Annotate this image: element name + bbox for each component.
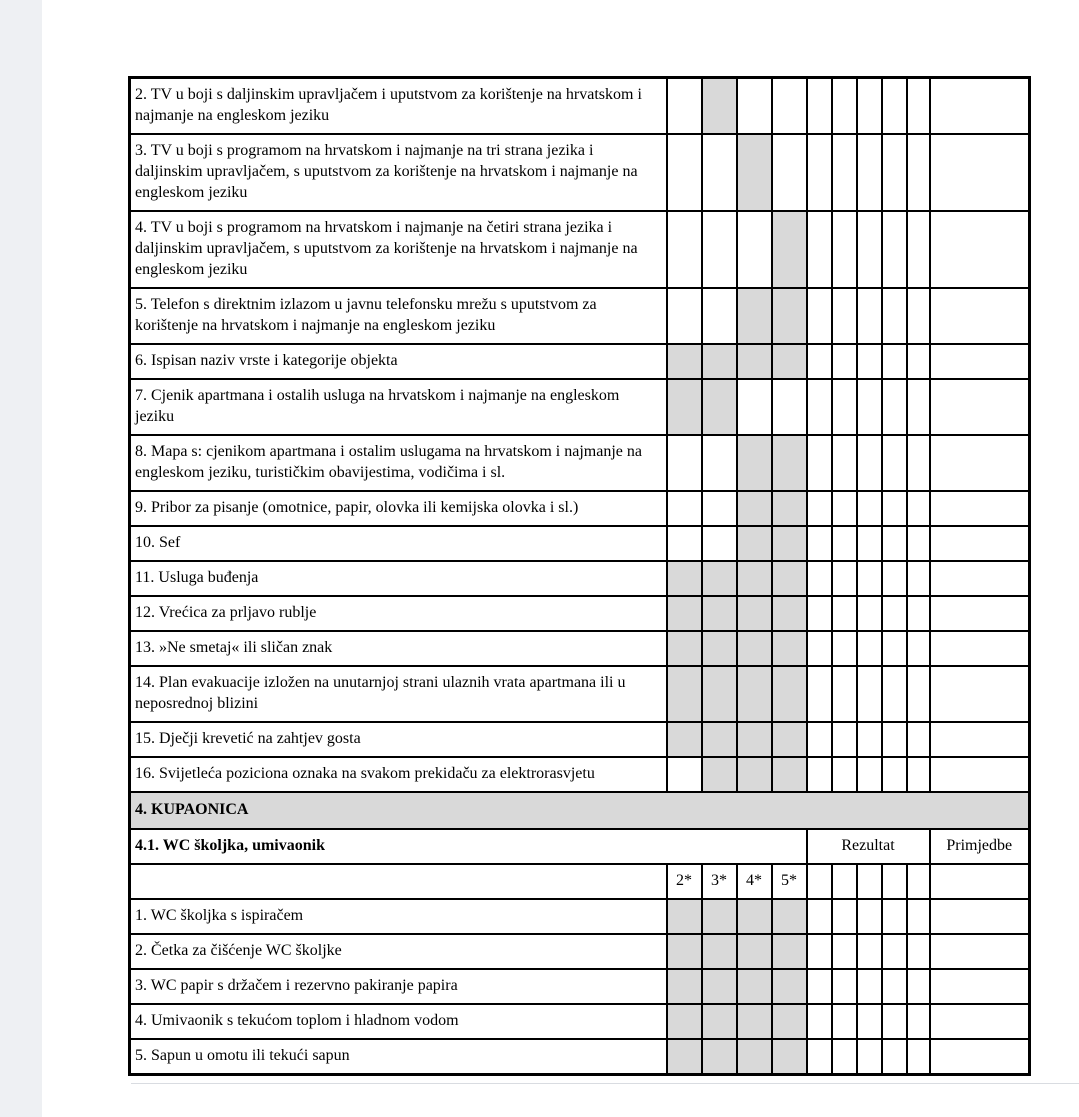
- star-cell-4star: [737, 379, 772, 435]
- result-box-cell: [907, 344, 930, 379]
- result-box-cell: [807, 435, 832, 491]
- result-box-cell: [807, 78, 832, 135]
- star-cell-4star: [737, 561, 772, 596]
- result-box-cell: [907, 435, 930, 491]
- result-box-cell: [882, 491, 907, 526]
- star-cell-3star: [702, 344, 737, 379]
- page-edge-divider: [131, 1083, 1079, 1084]
- star-header-3star: 3*: [702, 864, 737, 899]
- star-cell-3star: [702, 435, 737, 491]
- result-box-cell: [832, 78, 857, 135]
- result-box-cell: [882, 78, 907, 135]
- requirements-table-body: [130, 78, 1030, 1075]
- item-label-cell: 2. Četka za čišćenje WC školjke: [130, 934, 667, 969]
- table-row: [130, 631, 1030, 666]
- table-row: [130, 491, 1030, 526]
- result-box-cell: [907, 969, 930, 1004]
- result-box-cell: [907, 288, 930, 344]
- subsection-title-cell: 4.1. WC školjka, umivaonik: [130, 829, 807, 864]
- table-row: [130, 757, 1030, 792]
- notes-cell: [930, 722, 1030, 757]
- result-box-cell: [857, 491, 882, 526]
- star-cell-2star: [667, 211, 702, 288]
- result-box-cell: [882, 864, 907, 899]
- result-box-cell: [882, 722, 907, 757]
- table-row: [130, 344, 1030, 379]
- result-box-cell: [907, 211, 930, 288]
- notes-cell: [930, 934, 1030, 969]
- notes-cell: [930, 561, 1030, 596]
- item-label-cell: 11. Usluga buđenja: [130, 561, 667, 596]
- star-cell-2star: [667, 1039, 702, 1075]
- notes-cell: [930, 211, 1030, 288]
- result-box-cell: [857, 561, 882, 596]
- result-box-cell: [832, 596, 857, 631]
- star-cell-4star: [737, 757, 772, 792]
- result-box-cell: [807, 491, 832, 526]
- result-box-cell: [882, 899, 907, 934]
- result-box-cell: [807, 722, 832, 757]
- star-cell-2star: [667, 134, 702, 211]
- result-box-cell: [807, 211, 832, 288]
- star-cell-3star: [702, 379, 737, 435]
- star-cell-5star: [772, 211, 807, 288]
- result-box-cell: [807, 757, 832, 792]
- item-label-cell: 8. Mapa s: cjenikom apartmana i ostalim uslugama na hrvatskom i najmanje na engleskom jeziku, turističkim obavijestima, vodičima i sl.: [130, 435, 667, 491]
- result-box-cell: [882, 435, 907, 491]
- star-cell-4star: [737, 1039, 772, 1075]
- result-box-cell: [857, 435, 882, 491]
- star-cell-4star: [737, 134, 772, 211]
- star-cell-2star: [667, 561, 702, 596]
- table-row: [130, 722, 1030, 757]
- result-box-cell: [832, 722, 857, 757]
- result-box-cell: [882, 969, 907, 1004]
- result-box-cell: [882, 379, 907, 435]
- notes-cell: [930, 864, 1030, 899]
- result-box-cell: [907, 561, 930, 596]
- notes-cell: [930, 435, 1030, 491]
- result-box-cell: [807, 561, 832, 596]
- item-label-cell: 15. Dječji krevetić na zahtjev gosta: [130, 722, 667, 757]
- table-row: [130, 1004, 1030, 1039]
- table-row: [130, 1039, 1030, 1075]
- result-box-cell: [907, 864, 930, 899]
- notes-cell: [930, 1039, 1030, 1075]
- result-box-cell: [832, 934, 857, 969]
- table-row: [130, 435, 1030, 491]
- result-box-cell: [882, 596, 907, 631]
- notes-cell: [930, 526, 1030, 561]
- result-box-cell: [907, 379, 930, 435]
- result-box-cell: [807, 864, 832, 899]
- result-box-cell: [907, 934, 930, 969]
- star-cell-3star: [702, 596, 737, 631]
- item-label-cell: 9. Pribor za pisanje (omotnice, papir, olovka ili kemijska olovka i sl.): [130, 491, 667, 526]
- star-cell-5star: [772, 969, 807, 1004]
- notes-cell: [930, 596, 1030, 631]
- star-cell-2star: [667, 631, 702, 666]
- result-box-cell: [882, 1039, 907, 1075]
- star-cell-4star: [737, 526, 772, 561]
- star-cell-2star: [667, 934, 702, 969]
- result-box-cell: [857, 379, 882, 435]
- result-box-cell: [857, 288, 882, 344]
- result-box-cell: [857, 757, 882, 792]
- notes-cell: [930, 78, 1030, 135]
- result-box-cell: [907, 596, 930, 631]
- star-cell-2star: [667, 666, 702, 722]
- table-row: [130, 288, 1030, 344]
- notes-cell: [930, 344, 1030, 379]
- item-label-cell: 12. Vrećica za prljavo rublje: [130, 596, 667, 631]
- star-cell-4star: [737, 722, 772, 757]
- result-box-cell: [832, 666, 857, 722]
- result-box-cell: [832, 561, 857, 596]
- table-row: [130, 596, 1030, 631]
- star-cell-3star: [702, 969, 737, 1004]
- result-box-cell: [882, 211, 907, 288]
- star-cell-2star: [667, 344, 702, 379]
- star-cell-3star: [702, 134, 737, 211]
- result-box-cell: [832, 899, 857, 934]
- item-label-cell: 6. Ispisan naziv vrste i kategorije objekta: [130, 344, 667, 379]
- star-cell-4star: [737, 435, 772, 491]
- item-label-cell: 1. WC školjka s ispiračem: [130, 899, 667, 934]
- result-box-cell: [807, 288, 832, 344]
- result-box-cell: [832, 491, 857, 526]
- result-box-cell: [857, 211, 882, 288]
- table-row: [130, 134, 1030, 211]
- result-box-cell: [857, 864, 882, 899]
- result-box-cell: [832, 211, 857, 288]
- result-box-cell: [807, 526, 832, 561]
- starheader-row: [130, 864, 1030, 899]
- star-cell-4star: [737, 969, 772, 1004]
- star-cell-3star: [702, 899, 737, 934]
- star-cell-5star: [772, 344, 807, 379]
- table-row: [130, 211, 1030, 288]
- result-box-cell: [807, 1039, 832, 1075]
- result-box-cell: [857, 344, 882, 379]
- result-box-cell: [882, 934, 907, 969]
- item-label-cell: 3. WC papir s držačem i rezervno pakiranje papira: [130, 969, 667, 1004]
- subsection-row: [130, 829, 1030, 864]
- notes-cell: [930, 491, 1030, 526]
- star-cell-3star: [702, 211, 737, 288]
- result-box-cell: [907, 78, 930, 135]
- item-label-cell: 3. TV u boji s programom na hrvatskom i najmanje na tri strana jezika i daljinskim upravljačem, s uputstvom za korištenje na hrvatskom i najmanje na engleskom jeziku: [130, 134, 667, 211]
- result-box-cell: [857, 899, 882, 934]
- result-box-cell: [857, 134, 882, 211]
- document-page: [128, 76, 1031, 1076]
- table-row: [130, 934, 1030, 969]
- star-cell-5star: [772, 596, 807, 631]
- result-box-cell: [882, 526, 907, 561]
- star-cell-5star: [772, 526, 807, 561]
- result-box-cell: [882, 134, 907, 211]
- result-box-cell: [907, 722, 930, 757]
- star-cell-4star: [737, 1004, 772, 1039]
- star-cell-2star: [667, 526, 702, 561]
- star-cell-3star: [702, 491, 737, 526]
- star-cell-3star: [702, 288, 737, 344]
- star-cell-4star: [737, 288, 772, 344]
- result-box-cell: [807, 379, 832, 435]
- item-label-cell: 4. Umivaonik s tekućom toplom i hladnom vodom: [130, 1004, 667, 1039]
- star-cell-3star: [702, 666, 737, 722]
- result-box-cell: [807, 134, 832, 211]
- star-cell-3star: [702, 934, 737, 969]
- result-box-cell: [857, 1004, 882, 1039]
- star-cell-5star: [772, 1039, 807, 1075]
- viewer-background-strip: [0, 0, 42, 1117]
- star-cell-2star: [667, 969, 702, 1004]
- item-label-cell: 13. »Ne smetaj« ili sličan znak: [130, 631, 667, 666]
- star-cell-4star: [737, 899, 772, 934]
- result-box-cell: [882, 1004, 907, 1039]
- star-header-2star: 2*: [667, 864, 702, 899]
- result-box-cell: [832, 1039, 857, 1075]
- item-label-cell: 4. TV u boji s programom na hrvatskom i najmanje na četiri strana jezika i daljinskim upravljačem, s uputstvom za korištenje na hrvatskom i najmanje na engleskom jeziku: [130, 211, 667, 288]
- item-label-cell: 10. Sef: [130, 526, 667, 561]
- result-box-cell: [857, 666, 882, 722]
- star-cell-3star: [702, 561, 737, 596]
- result-box-cell: [807, 934, 832, 969]
- star-cell-5star: [772, 561, 807, 596]
- star-cell-4star: [737, 666, 772, 722]
- section-row: [130, 792, 1030, 829]
- star-cell-5star: [772, 722, 807, 757]
- star-cell-5star: [772, 134, 807, 211]
- star-cell-5star: [772, 757, 807, 792]
- notes-cell: [930, 1004, 1030, 1039]
- item-label-cell: 5. Telefon s direktnim izlazom u javnu telefonsku mrežu s uputstvom za korištenje na hrvatskom i najmanje na engleskom jeziku: [130, 288, 667, 344]
- result-box-cell: [857, 631, 882, 666]
- star-header-4star: 4*: [737, 864, 772, 899]
- notes-cell: [930, 757, 1030, 792]
- requirements-table: [128, 76, 1031, 1076]
- result-box-cell: [857, 722, 882, 757]
- result-box-cell: [907, 666, 930, 722]
- star-cell-2star: [667, 288, 702, 344]
- result-box-cell: [832, 864, 857, 899]
- result-header-cell: Rezultat: [807, 829, 930, 864]
- star-cell-3star: [702, 722, 737, 757]
- item-label-cell: 14. Plan evakuacije izložen na unutarnjoj strani ulaznih vrata apartmana ili u neposrednoj blizini: [130, 666, 667, 722]
- result-box-cell: [832, 288, 857, 344]
- star-cell-3star: [702, 1004, 737, 1039]
- notes-cell: [930, 631, 1030, 666]
- star-cell-5star: [772, 78, 807, 135]
- star-cell-2star: [667, 78, 702, 135]
- result-box-cell: [832, 435, 857, 491]
- table-row: [130, 78, 1030, 135]
- star-cell-2star: [667, 757, 702, 792]
- result-box-cell: [857, 596, 882, 631]
- result-box-cell: [832, 969, 857, 1004]
- star-cell-2star: [667, 491, 702, 526]
- result-box-cell: [807, 344, 832, 379]
- result-box-cell: [857, 969, 882, 1004]
- result-box-cell: [882, 757, 907, 792]
- notes-cell: [930, 899, 1030, 934]
- result-box-cell: [882, 631, 907, 666]
- star-cell-2star: [667, 722, 702, 757]
- star-cell-3star: [702, 631, 737, 666]
- table-row: [130, 561, 1030, 596]
- table-row: [130, 666, 1030, 722]
- table-row: [130, 899, 1030, 934]
- result-box-cell: [907, 631, 930, 666]
- result-box-cell: [857, 78, 882, 135]
- result-box-cell: [807, 596, 832, 631]
- star-cell-3star: [702, 757, 737, 792]
- star-cell-4star: [737, 344, 772, 379]
- star-cell-2star: [667, 435, 702, 491]
- result-box-cell: [907, 899, 930, 934]
- result-box-cell: [857, 526, 882, 561]
- result-box-cell: [907, 526, 930, 561]
- result-box-cell: [907, 1004, 930, 1039]
- item-label-cell: 5. Sapun u omotu ili tekući sapun: [130, 1039, 667, 1075]
- item-label-cell: 16. Svijetleća poziciona oznaka na svakom prekidaču za elektrorasvjetu: [130, 757, 667, 792]
- star-cell-3star: [702, 526, 737, 561]
- table-row: [130, 969, 1030, 1004]
- result-box-cell: [807, 1004, 832, 1039]
- star-cell-2star: [667, 899, 702, 934]
- star-header-spacer-cell: [130, 864, 667, 899]
- star-cell-4star: [737, 934, 772, 969]
- star-cell-3star: [702, 78, 737, 135]
- result-box-cell: [832, 1004, 857, 1039]
- item-label-cell: 7. Cjenik apartmana i ostalih usluga na hrvatskom i najmanje na engleskom jeziku: [130, 379, 667, 435]
- star-cell-2star: [667, 596, 702, 631]
- result-box-cell: [832, 344, 857, 379]
- star-cell-3star: [702, 1039, 737, 1075]
- table-row: [130, 379, 1030, 435]
- star-cell-5star: [772, 379, 807, 435]
- result-box-cell: [857, 934, 882, 969]
- result-box-cell: [907, 134, 930, 211]
- notes-cell: [930, 134, 1030, 211]
- star-cell-4star: [737, 631, 772, 666]
- item-label-cell: 2. TV u boji s daljinskim upravljačem i uputstvom za korištenje na hrvatskom i najmanje na engleskom jeziku: [130, 78, 667, 135]
- result-box-cell: [807, 899, 832, 934]
- star-cell-5star: [772, 288, 807, 344]
- star-cell-4star: [737, 78, 772, 135]
- star-cell-5star: [772, 934, 807, 969]
- notes-cell: [930, 666, 1030, 722]
- result-box-cell: [907, 491, 930, 526]
- result-box-cell: [807, 631, 832, 666]
- notes-cell: [930, 969, 1030, 1004]
- star-cell-5star: [772, 435, 807, 491]
- star-cell-5star: [772, 899, 807, 934]
- result-box-cell: [907, 757, 930, 792]
- section-header-cell: 4. KUPAONICA: [130, 792, 1030, 829]
- notes-cell: [930, 379, 1030, 435]
- result-box-cell: [857, 1039, 882, 1075]
- result-box-cell: [907, 1039, 930, 1075]
- star-cell-5star: [772, 666, 807, 722]
- star-cell-5star: [772, 631, 807, 666]
- star-cell-4star: [737, 596, 772, 631]
- result-box-cell: [832, 631, 857, 666]
- star-cell-2star: [667, 1004, 702, 1039]
- notes-cell: [930, 288, 1030, 344]
- result-box-cell: [807, 969, 832, 1004]
- result-box-cell: [832, 134, 857, 211]
- result-box-cell: [882, 666, 907, 722]
- star-cell-4star: [737, 211, 772, 288]
- star-header-5star: 5*: [772, 864, 807, 899]
- result-box-cell: [807, 666, 832, 722]
- result-box-cell: [882, 561, 907, 596]
- star-cell-5star: [772, 491, 807, 526]
- star-cell-4star: [737, 491, 772, 526]
- result-box-cell: [832, 379, 857, 435]
- star-cell-2star: [667, 379, 702, 435]
- table-row: [130, 526, 1030, 561]
- result-box-cell: [832, 757, 857, 792]
- result-box-cell: [882, 344, 907, 379]
- result-box-cell: [832, 526, 857, 561]
- notes-header-cell: Primjedbe: [930, 829, 1030, 864]
- result-box-cell: [882, 288, 907, 344]
- star-cell-5star: [772, 1004, 807, 1039]
